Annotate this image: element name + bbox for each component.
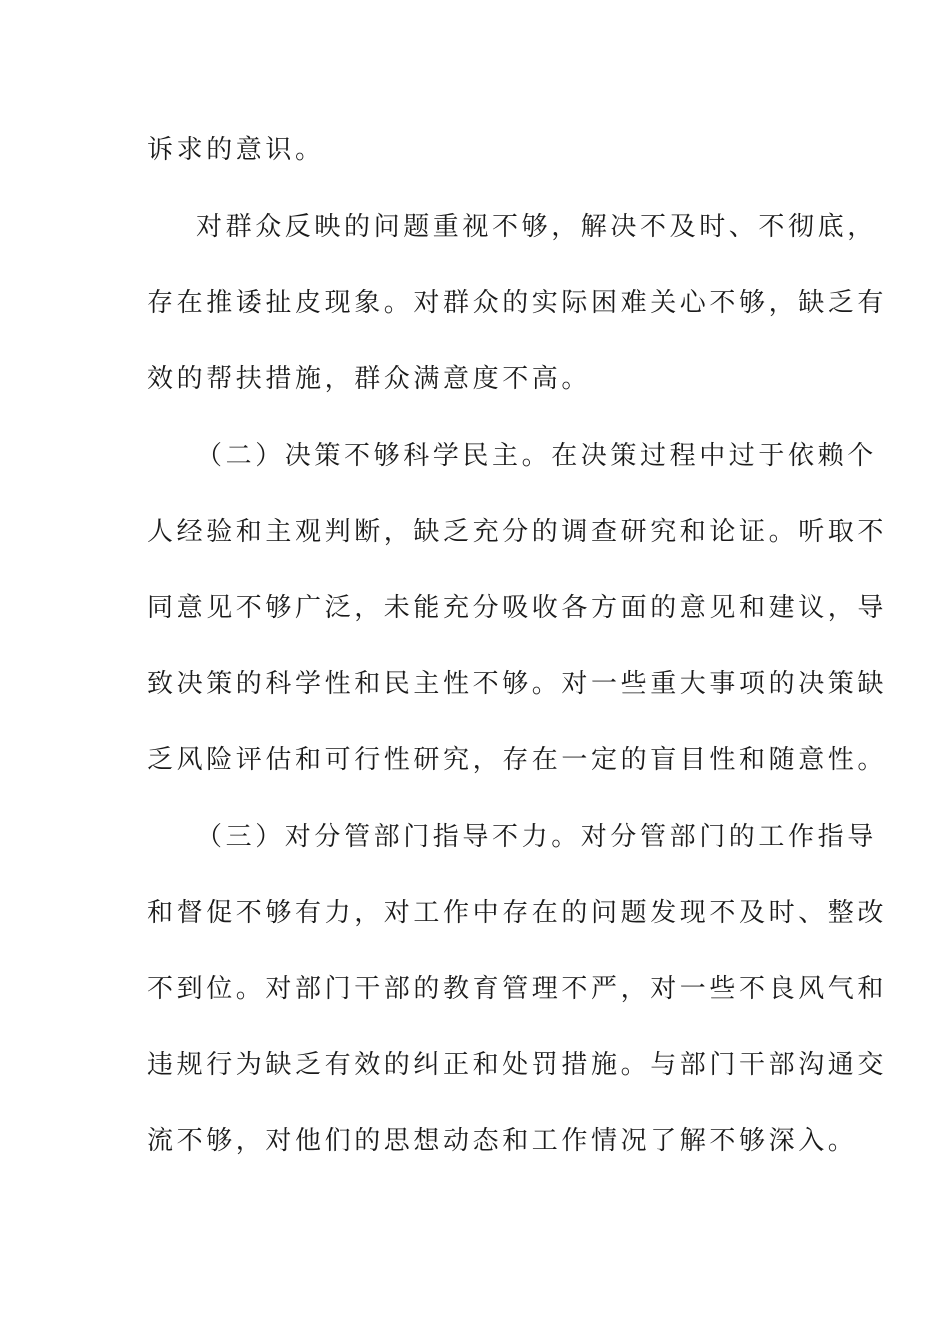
- paragraph-2-line-2: 人经验和主观判断，缺乏充分的调查研究和论证。听取不: [147, 517, 888, 547]
- text-line-1: 诉求的意识。: [147, 135, 325, 165]
- paragraph-1-line-1: 对群众反映的问题重视不够，解决不及时、不彻底，: [196, 212, 877, 242]
- paragraph-1-line-3: 效的帮扶措施，群众满意度不高。: [147, 364, 592, 394]
- paragraph-3-line-4: 违规行为缺乏有效的纠正和处罚措施。与部门干部沟通交: [147, 1050, 888, 1080]
- paragraph-2-line-5: 乏风险评估和可行性研究，存在一定的盲目性和随意性。: [147, 745, 888, 775]
- paragraph-2-line-4: 致决策的科学性和民主性不够。对一些重大事项的决策缺: [147, 669, 888, 699]
- paragraph-2-heading-line: （二）决策不够科学民主。在决策过程中过于依赖个: [196, 441, 877, 471]
- paragraph-3-line-2: 和督促不够有力，对工作中存在的问题发现不及时、整改: [147, 898, 888, 928]
- paragraph-1-line-2: 存在推诿扯皮现象。对群众的实际困难关心不够，缺乏有: [147, 288, 888, 318]
- paragraph-2-line-3: 同意见不够广泛，未能充分吸收各方面的意见和建议，导: [147, 593, 888, 623]
- paragraph-3-line-5: 流不够，对他们的思想动态和工作情况了解不够深入。: [147, 1126, 858, 1156]
- paragraph-3-line-3: 不到位。对部门干部的教育管理不严，对一些不良风气和: [147, 974, 888, 1004]
- paragraph-3-heading-line: （三）对分管部门指导不力。对分管部门的工作指导: [196, 822, 877, 852]
